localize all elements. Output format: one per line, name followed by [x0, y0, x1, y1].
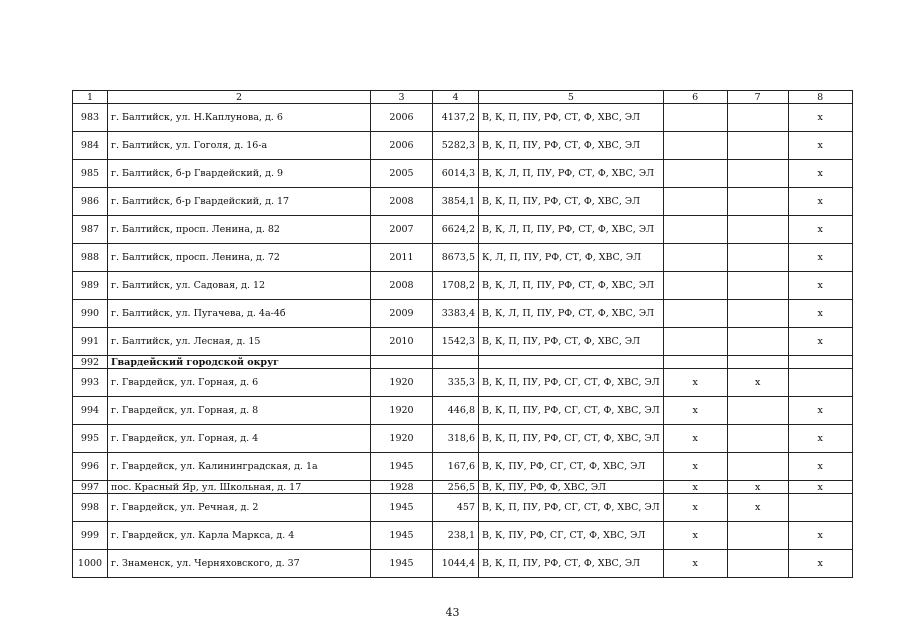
table-row: [73, 300, 853, 328]
area-cell: 5282,3: [433, 132, 479, 160]
area-cell: 446,8: [433, 397, 479, 425]
area-cell: 238,1: [433, 522, 479, 550]
address-cell: г. Балтийск, просп. Ленина, д. 82: [108, 216, 371, 244]
col6-mark: [663, 132, 727, 160]
row-number: 990: [73, 300, 108, 328]
col7-mark: [727, 356, 788, 369]
col7-mark: [727, 397, 788, 425]
col6-mark: [663, 160, 727, 188]
col6-mark: x: [663, 453, 727, 481]
col6-mark: x: [663, 494, 727, 522]
col8-mark: x: [788, 481, 852, 494]
year-cell: 2008: [371, 272, 433, 300]
area-cell: 457: [433, 494, 479, 522]
col-header-4: 4: [433, 91, 479, 104]
address-cell: г. Гвардейск, ул. Горная, д. 4: [108, 425, 371, 453]
col8-mark: x: [788, 272, 852, 300]
year-cell: 2006: [371, 104, 433, 132]
area-cell: [433, 356, 479, 369]
col6-mark: x: [663, 522, 727, 550]
row-number: 983: [73, 104, 108, 132]
table-row: [73, 188, 853, 216]
col-header-3: 3: [371, 91, 433, 104]
col6-mark: [663, 300, 727, 328]
utilities-cell: В, К, П, ПУ, РФ, СТ, Ф, ХВС, ЭЛ: [479, 132, 664, 160]
col7-mark: [727, 216, 788, 244]
page-number: 43: [445, 606, 460, 619]
col7-mark: [727, 272, 788, 300]
col8-mark: x: [788, 453, 852, 481]
address-cell: г. Балтийск, ул. Гоголя, д. 16-а: [108, 132, 371, 160]
table-row: [73, 104, 853, 132]
col8-mark: x: [788, 188, 852, 216]
col7-mark: [727, 550, 788, 578]
year-cell: 1920: [371, 397, 433, 425]
year-cell: 1920: [371, 425, 433, 453]
address-cell: г. Балтийск, ул. Н.Каплунова, д. 6: [108, 104, 371, 132]
area-cell: 4137,2: [433, 104, 479, 132]
row-number: 993: [73, 369, 108, 397]
table-row: [73, 453, 853, 481]
col6-mark: x: [663, 369, 727, 397]
col-header-2: 2: [108, 91, 371, 104]
col7-mark: [727, 160, 788, 188]
utilities-cell: В, К, П, ПУ, РФ, СТ, Ф, ХВС, ЭЛ: [479, 550, 664, 578]
year-cell: 1928: [371, 481, 433, 494]
area-cell: 3854,1: [433, 188, 479, 216]
year-cell: 1945: [371, 522, 433, 550]
year-cell: 1945: [371, 453, 433, 481]
table-row: [73, 481, 853, 494]
area-cell: 8673,5: [433, 244, 479, 272]
utilities-cell: В, К, Л, П, ПУ, РФ, СТ, Ф, ХВС, ЭЛ: [479, 216, 664, 244]
utilities-cell: В, К, П, ПУ, РФ, СТ, Ф, ХВС, ЭЛ: [479, 188, 664, 216]
area-cell: 1542,3: [433, 328, 479, 356]
area-cell: 6624,2: [433, 216, 479, 244]
row-number: 987: [73, 216, 108, 244]
table-row: [73, 356, 853, 369]
row-number: 985: [73, 160, 108, 188]
utilities-cell: В, К, П, ПУ, РФ, СГ, СТ, Ф, ХВС, ЭЛ: [479, 494, 664, 522]
col6-mark: x: [663, 397, 727, 425]
col8-mark: x: [788, 216, 852, 244]
col-header-1: 1: [73, 91, 108, 104]
year-cell: 2006: [371, 132, 433, 160]
year-cell: 2007: [371, 216, 433, 244]
area-cell: 167,6: [433, 453, 479, 481]
row-number: 991: [73, 328, 108, 356]
row-number: 989: [73, 272, 108, 300]
year-cell: 2005: [371, 160, 433, 188]
col6-mark: x: [663, 425, 727, 453]
table-row: [73, 425, 853, 453]
col8-mark: x: [788, 425, 852, 453]
col8-mark: [788, 356, 852, 369]
header-row: [73, 91, 853, 104]
table-row: [73, 494, 853, 522]
col8-mark: x: [788, 300, 852, 328]
col6-mark: [663, 356, 727, 369]
col-header-5: 5: [479, 91, 664, 104]
area-cell: 256,5: [433, 481, 479, 494]
table-row: [73, 160, 853, 188]
utilities-cell: В, К, ПУ, РФ, СГ, СТ, Ф, ХВС, ЭЛ: [479, 453, 664, 481]
col-header-6: 6: [663, 91, 727, 104]
area-cell: 1708,2: [433, 272, 479, 300]
col8-mark: x: [788, 244, 852, 272]
col6-mark: [663, 104, 727, 132]
address-cell: г. Гвардейск, ул. Карла Маркса, д. 4: [108, 522, 371, 550]
address-cell: г. Гвардейск, ул. Речная, д. 2: [108, 494, 371, 522]
year-cell: 2010: [371, 328, 433, 356]
year-cell: 1945: [371, 550, 433, 578]
col7-mark: [727, 425, 788, 453]
row-number: 994: [73, 397, 108, 425]
address-cell: пос. Красный Яр, ул. Школьная, д. 17: [108, 481, 371, 494]
table-row: [73, 369, 853, 397]
utilities-cell: В, К, П, ПУ, РФ, СГ, СТ, Ф, ХВС, ЭЛ: [479, 369, 664, 397]
col8-mark: x: [788, 160, 852, 188]
year-cell: 2009: [371, 300, 433, 328]
col-header-8: 8: [788, 91, 852, 104]
col6-mark: [663, 244, 727, 272]
col7-mark: [727, 522, 788, 550]
utilities-cell: В, К, Л, П, ПУ, РФ, СТ, Ф, ХВС, ЭЛ: [479, 300, 664, 328]
utilities-cell: В, К, П, ПУ, РФ, СГ, СТ, Ф, ХВС, ЭЛ: [479, 425, 664, 453]
col8-mark: x: [788, 104, 852, 132]
address-cell: Гвардейский городской округ: [108, 356, 371, 369]
row-number: 999: [73, 522, 108, 550]
utilities-cell: В, К, П, ПУ, РФ, СТ, Ф, ХВС, ЭЛ: [479, 328, 664, 356]
col7-mark: [727, 328, 788, 356]
row-number: 1000: [73, 550, 108, 578]
year-cell: 1945: [371, 494, 433, 522]
address-cell: г. Балтийск, ул. Садовая, д. 12: [108, 272, 371, 300]
utilities-cell: К, Л, П, ПУ, РФ, СТ, Ф, ХВС, ЭЛ: [479, 244, 664, 272]
utilities-cell: В, К, Л, П, ПУ, РФ, СТ, Ф, ХВС, ЭЛ: [479, 272, 664, 300]
row-number: 988: [73, 244, 108, 272]
area-cell: 3383,4: [433, 300, 479, 328]
col6-mark: [663, 272, 727, 300]
area-cell: 6014,3: [433, 160, 479, 188]
utilities-cell: В, К, ПУ, РФ, Ф, ХВС, ЭЛ: [479, 481, 664, 494]
year-cell: [371, 356, 433, 369]
col7-mark: [727, 244, 788, 272]
col8-mark: [788, 494, 852, 522]
utilities-cell: В, К, П, ПУ, РФ, СТ, Ф, ХВС, ЭЛ: [479, 104, 664, 132]
col7-mark: [727, 104, 788, 132]
row-number: 986: [73, 188, 108, 216]
col8-mark: x: [788, 550, 852, 578]
address-cell: г. Гвардейск, ул. Калининградская, д. 1а: [108, 453, 371, 481]
year-cell: 2008: [371, 188, 433, 216]
row-number: 995: [73, 425, 108, 453]
col6-mark: x: [663, 550, 727, 578]
col7-mark: [727, 188, 788, 216]
table-row: [73, 328, 853, 356]
housing-register-table: [72, 90, 853, 578]
address-cell: г. Гвардейск, ул. Горная, д. 8: [108, 397, 371, 425]
row-number: 984: [73, 132, 108, 160]
col8-mark: x: [788, 328, 852, 356]
col7-mark: x: [727, 481, 788, 494]
area-cell: 335,3: [433, 369, 479, 397]
table-row: [73, 132, 853, 160]
col7-mark: [727, 300, 788, 328]
address-cell: г. Знаменск, ул. Черняховского, д. 37: [108, 550, 371, 578]
col7-mark: x: [727, 494, 788, 522]
table-row: [73, 522, 853, 550]
area-cell: 1044,4: [433, 550, 479, 578]
table-row: [73, 550, 853, 578]
col6-mark: x: [663, 481, 727, 494]
col8-mark: x: [788, 397, 852, 425]
address-cell: г. Балтийск, просп. Ленина, д. 72: [108, 244, 371, 272]
address-cell: г. Гвардейск, ул. Горная, д. 6: [108, 369, 371, 397]
col-header-7: 7: [727, 91, 788, 104]
address-cell: г. Балтийск, б-р Гвардейский, д. 17: [108, 188, 371, 216]
year-cell: 2011: [371, 244, 433, 272]
table-row: [73, 272, 853, 300]
year-cell: 1920: [371, 369, 433, 397]
area-cell: 318,6: [433, 425, 479, 453]
utilities-cell: В, К, Л, П, ПУ, РФ, СТ, Ф, ХВС, ЭЛ: [479, 160, 664, 188]
col6-mark: [663, 188, 727, 216]
row-number: 996: [73, 453, 108, 481]
col6-mark: [663, 328, 727, 356]
col8-mark: x: [788, 132, 852, 160]
address-cell: г. Балтийск, ул. Пугачева, д. 4а-4б: [108, 300, 371, 328]
col8-mark: [788, 369, 852, 397]
row-number: 997: [73, 481, 108, 494]
table-row: [73, 244, 853, 272]
col7-mark: [727, 453, 788, 481]
col7-mark: x: [727, 369, 788, 397]
table-row: [73, 216, 853, 244]
col8-mark: x: [788, 522, 852, 550]
table-body: [73, 104, 853, 578]
address-cell: г. Балтийск, б-р Гвардейский, д. 9: [108, 160, 371, 188]
address-cell: г. Балтийск, ул. Лесная, д. 15: [108, 328, 371, 356]
utilities-cell: В, К, П, ПУ, РФ, СГ, СТ, Ф, ХВС, ЭЛ: [479, 397, 664, 425]
col7-mark: [727, 132, 788, 160]
table-row: [73, 397, 853, 425]
utilities-cell: [479, 356, 664, 369]
row-number: 992: [73, 356, 108, 369]
row-number: 998: [73, 494, 108, 522]
col6-mark: [663, 216, 727, 244]
utilities-cell: В, К, ПУ, РФ, СГ, СТ, Ф, ХВС, ЭЛ: [479, 522, 664, 550]
